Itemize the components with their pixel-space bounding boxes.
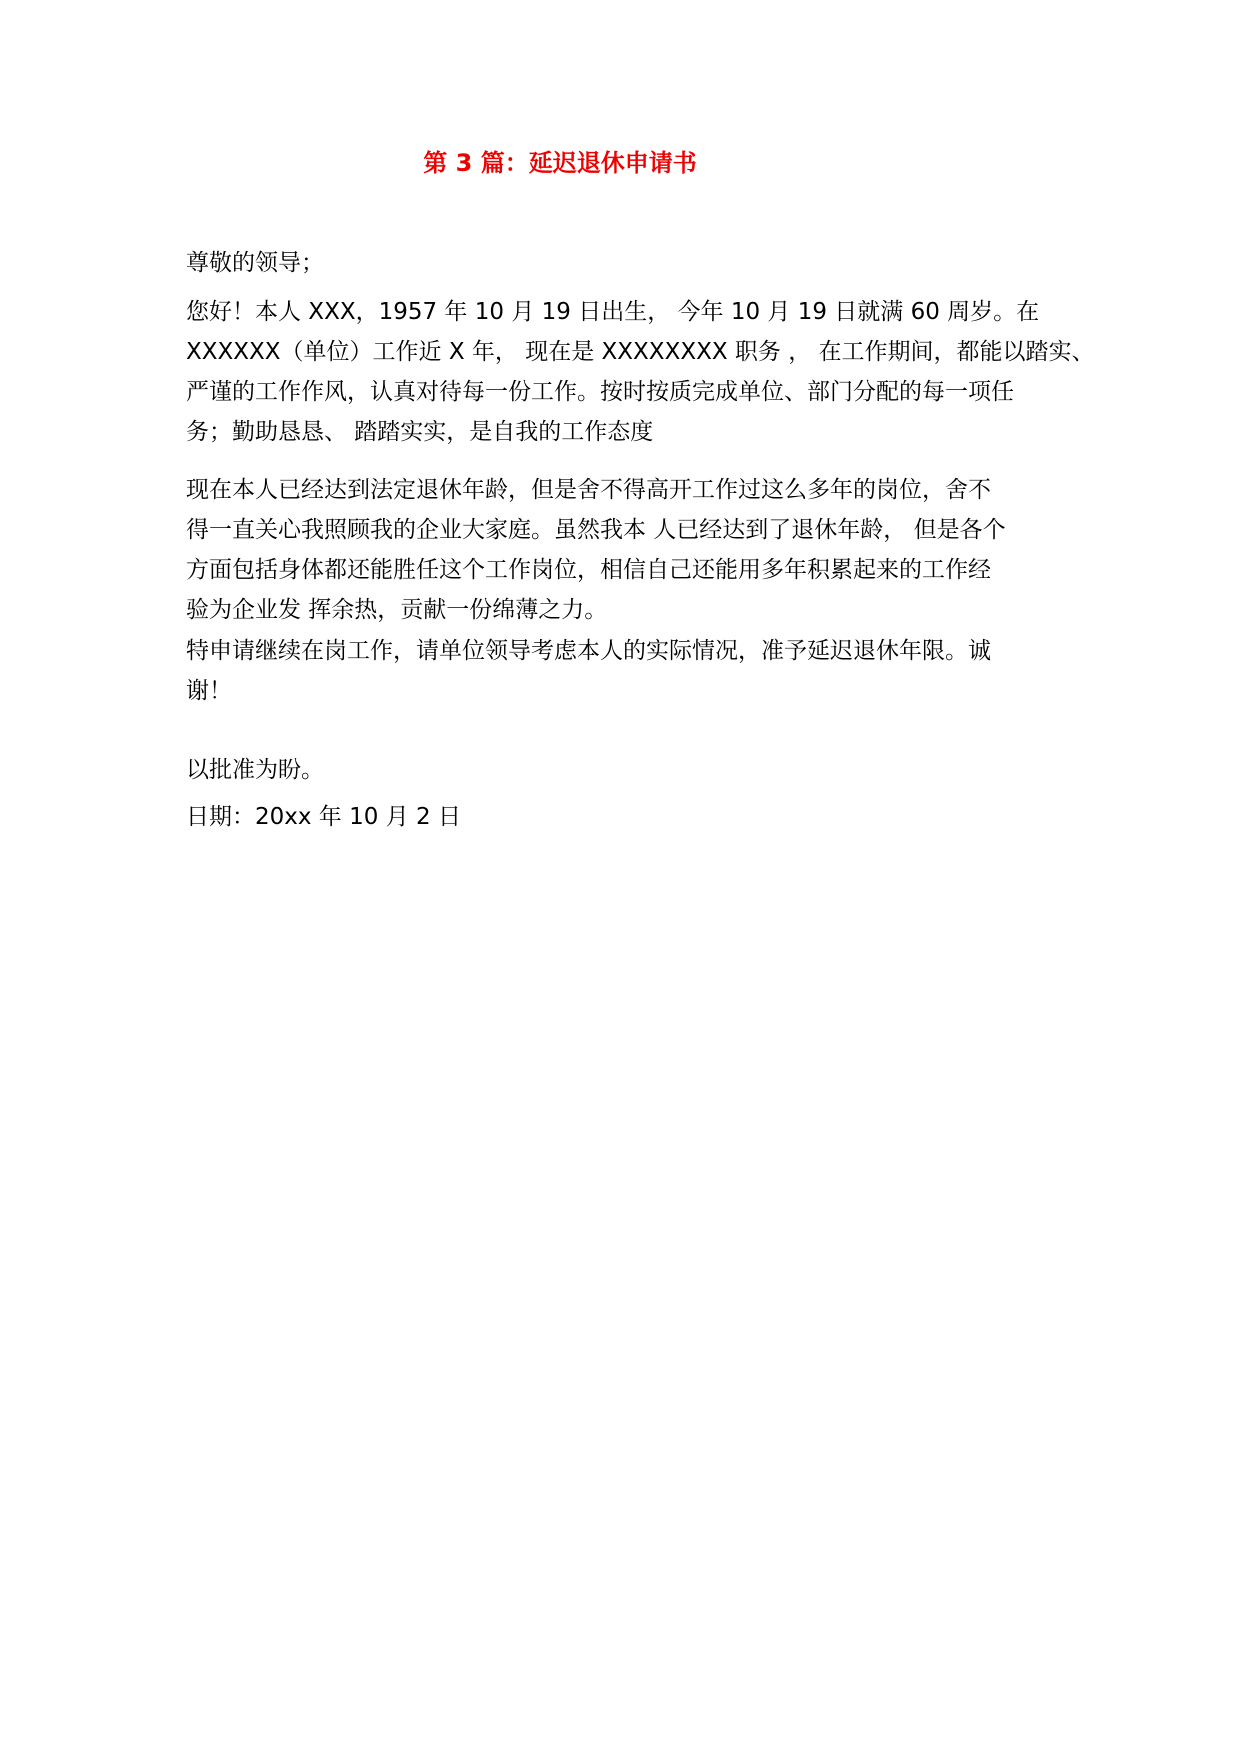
paragraph-line: 得一直关心我照顾我的企业大家庭。虽然我本 人已经达到了退休年龄， 但是各个 xyxy=(186,517,1006,543)
paragraph-line: 方面包括身体都还能胜任这个工作岗位，相信自己还能用多年积累起来的工作经 xyxy=(186,557,991,583)
salutation: 尊敬的领导； xyxy=(186,250,324,276)
paragraph-line: 现在本人已经达到法定退休年龄，但是舍不得高开工作过这么多年的岗位，舍不 xyxy=(186,477,991,503)
paragraph-line: 务；勤助恳恳、 踏踏实实，是自我的工作态度 xyxy=(186,419,654,445)
paragraph-line: 您好！本人 XXX，1957 年 10 月 19 日出生， 今年 10 月 19 日就满 60 周岁。在 xyxy=(186,299,1040,325)
paragraph-introduction xyxy=(186,292,1095,452)
closing-line: 以批准为盼。 xyxy=(186,757,324,783)
paragraph-line: 验为企业发 挥余热，贡献一份绵薄之力。 xyxy=(186,597,608,623)
paragraph-line: 谢！ xyxy=(186,678,232,704)
paragraph-line: 严谨的工作作风，认真对待每一份工作。按时按质完成单位、部门分配的每一项任 xyxy=(186,379,1014,405)
paragraph-request xyxy=(186,631,1060,711)
date-line: 日期：20xx 年 10 月 2 日 xyxy=(186,804,461,830)
document-title: 第 3 篇：延迟退休申请书 xyxy=(423,149,697,177)
paragraph-line: 特申请继续在岗工作，请单位领导考虑本人的实际情况，准予延迟退休年限。诚 xyxy=(186,638,991,664)
paragraph-line: XXXXXX（单位）工作近 X 年， 现在是 XXXXXXXX 职务 ， 在工作期间，都能以踏实、 xyxy=(186,339,1095,365)
paragraph-reason xyxy=(186,470,1060,630)
